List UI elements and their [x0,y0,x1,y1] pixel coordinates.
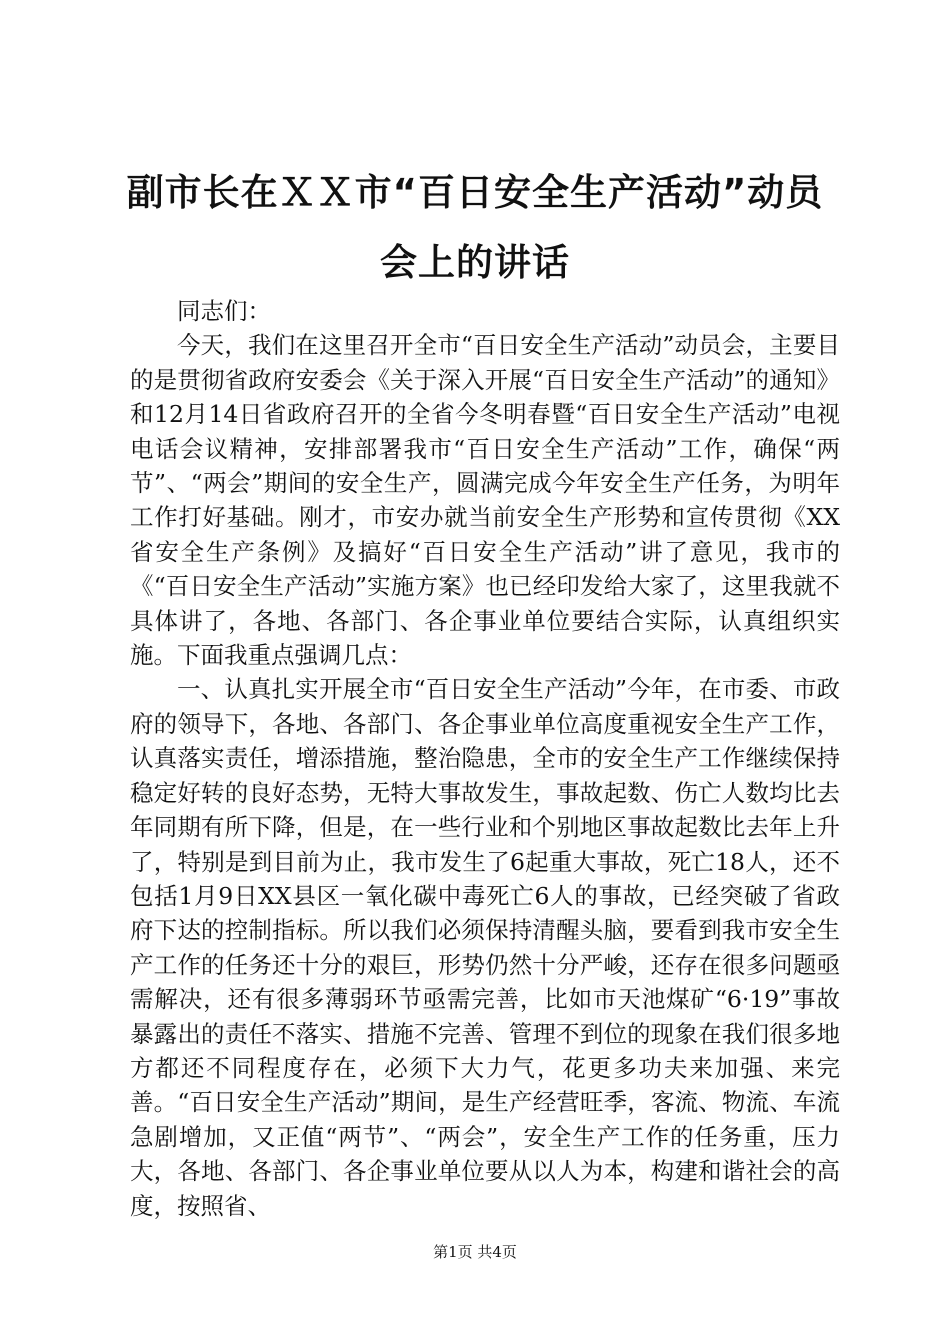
paragraph-1: 今天，我们在这里召开全市“百日安全生产活动”动员会，主要目的是贯彻省政府安委会《关于深入开展“百日安全生产活动”的通知》和12月14日省政府召开的全省今冬明春暨“百日安全生产活动”电视电话会议精神，安排部署我市“百日安全生产活动”工作，确保“两节”、“两会”期间的安全生产，圆满完成今年安全生产任务，为明年工作打好基础。刚才，市安办就当前安全生产形势和宣传贯彻《XX省安全生产条例》及搞好“百日安全生产活动”讲了意见，我市的《“百日安全生产活动”实施方案》也已经印发给大家了，这里我就不具体讲了，各地、各部门、各企事业单位要结合实际，认真组织实施。下面我重点强调几点： [130,331,840,670]
document-body [130,294,840,1223]
paragraph-2: 一、认真扎实开展全市“百日安全生产活动”今年，在市委、市政府的领导下，各地、各部门、各企事业单位高度重视安全生产工作，认真落实责任，增添措施，整治隐患，全市的安全生产工作继续保持稳定好转的良好态势，无特大事故发生，事故起数、伤亡人数均比去年同期有所下降，但是，在一些行业和个别地区事故起数比去年上升了，特别是到目前为止，我市发生了6起重大事故，死亡18人，还不包括1月9日XX县区一氧化碳中毒死亡6人的事故，已经突破了省政府下达的控制指标。所以我们必须保持清醒头脑，要看到我市安全生产工作的任务还十分的艰巨，形势仍然十分严峻，还存在很多问题亟需解决，还有很多薄弱环节亟需完善，比如市天池煤矿“6·19”事故暴露出的责任不落实、措施不完善、管理不到位的现象在我们很多地方都还不同程度存在，必须下大力气，花更多功夫来加强、来完善。“百日安全生产活动”期间，是生产经营旺季，客流、物流、车流急剧增加，又正值“两节”、“两会”，安全生产工作的任务重，压力大，各地、各部门、各企事业单位要从以人为本，构建和谐社会的高度，按照省、 [130,675,840,1220]
document-title: 副市长在ＸＸ市“百日安全生产活动”动员会上的讲话 [126,171,824,284]
page-number-footer: 第1页 共4页 [433,1243,517,1261]
greeting: 同志们： [177,297,271,325]
